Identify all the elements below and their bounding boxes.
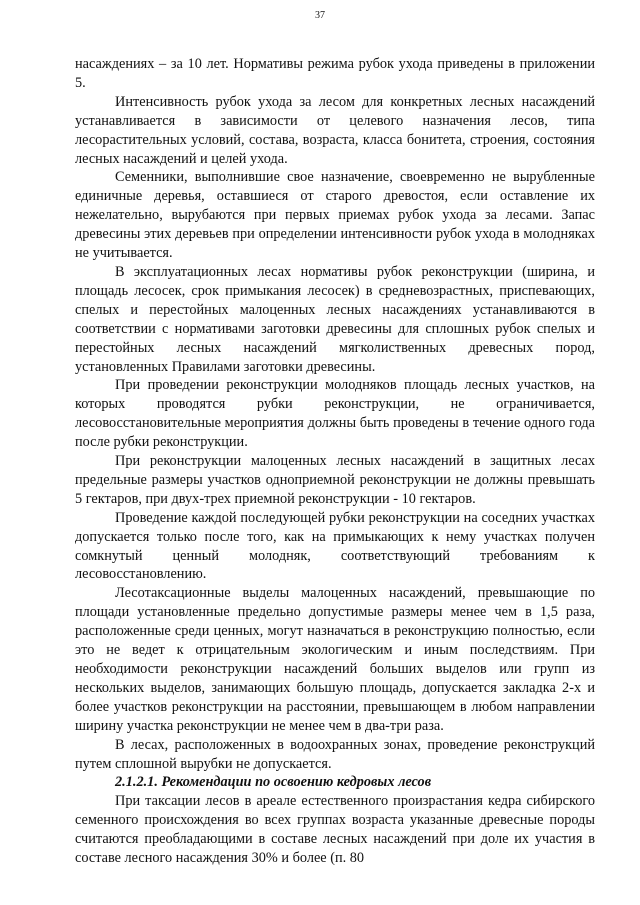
paragraph-reconstruction-norms: В эксплуатационных лесах нормативы рубок реконструкции (ширина, и площадь лесосек, срок примыкания лесосек) в средневозрастных, приспевающих, спелых и перестойных малоценных лесных насаждениях устанавливаются в соответствии с нормативами заготовки древесины для сплошных рубок спелых и перестойных лесных насаждений мягколиственных древесных пород, установленных Правилами заготовки древесины.: [75, 263, 595, 375]
paragraph-water-protection: В лесах, расположенных в водоохранных зонах, проведение реконструкций путем сплошной вырубки не допускается.: [75, 736, 595, 772]
paragraph-thinning-intensity: Интенсивность рубок ухода за лесом для конкретных лесных насаждений устанавливается в зависимости от целевого назначения лесов, типа лесорастительных условий, состава, возраста, класса бонитета, строения, состояния лесных насаждений и целей ухода.: [75, 93, 595, 167]
section-heading: 2.1.2.1. Рекомендации по освоению кедровых лесов: [115, 774, 432, 791]
paragraph-forest-plots: Лесотаксационные выделы малоценных насаждений, превышающие по площади установленные предельно допустимые размеры менее чем в 1,5 раза, расположенные среди ценных, могут назначаться в реконструкцию полностью, если это не ведет к отрицательным экологическим и иным последствиям. При необходимости реконструкции насаждений больших выделов или групп из нескольких выделов, занимающих большую площадь, допускается закладка 2-х и более участков реконструкции на расстоянии, превышающем в любом направлении ширину участка реконструкции не менее чем в два-три раза.: [75, 585, 595, 734]
page-content: [75, 55, 595, 868]
paragraph-young-stands: При проведении реконструкции молодняков площадь лесных участков, на которых проводятся рубки реконструкции, не ограничивается, лесовосстановительные мероприятия должны быть проведены в течение одного года после рубки реконструкции.: [75, 377, 595, 451]
paragraph-subsequent-cuttings: Проведение каждой последующей рубки реконструкции на соседних участках допускается только после того, как на примыкающих к нему участках получен сомкнутый ценный молодняк, соответствующий требованиям к лесовосстановлению.: [75, 509, 595, 583]
paragraph-cedar-taxation: При таксации лесов в ареале естественного произрастания кедра сибирского семенного происхождения во всех группах возраста указанные древесные породы считаются преобладающими в составе лесных насаждений при доле их участия в составе лесного насаждения 30% и более (п. 80: [75, 793, 595, 867]
paragraph-protective-forests: При реконструкции малоценных лесных насаждений в защитных лесах предельные размеры участков одноприемной реконструкции не должны превышать 5 гектаров, при двух-трех приемной реконструкции - 10 гектаров.: [75, 453, 595, 507]
paragraph-seed-trees: Семенники, выполнившие свое назначение, своевременно не вырубленные единичные деревья, оставшиеся от старого древостоя, если оставление их нежелательно, вырубаются при первых приемах рубок ухода за лесами. Запас древесины этих деревьев при определении интенсивности рубок ухода в молодняках не учитывается.: [75, 169, 595, 262]
paragraph-continuation: насаждениях – за 10 лет. Нормативы режима рубок ухода приведены в приложении 5.: [75, 56, 595, 91]
page-number: 37: [315, 10, 325, 21]
